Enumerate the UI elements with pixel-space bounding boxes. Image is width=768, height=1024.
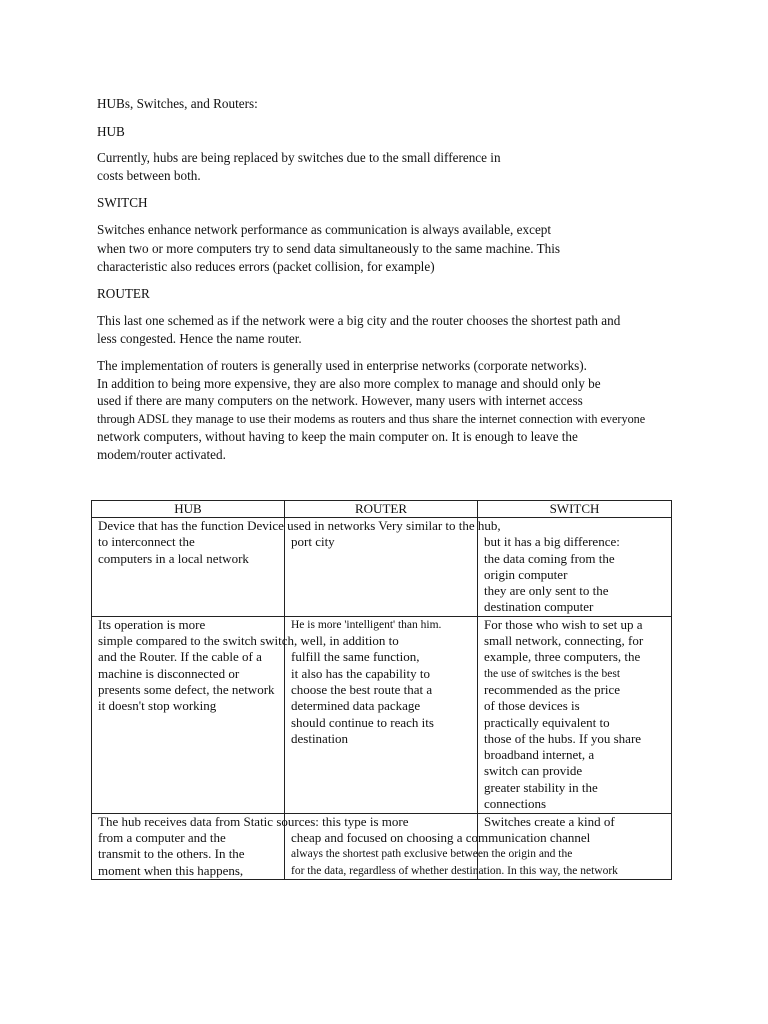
paragraph-line: network computers, without having to keep the main computer on. It is enough to leave the [97,429,578,444]
cell-text-line: those of the hubs. If you share [484,730,642,746]
cell-text-line: port city [291,534,335,550]
cell-text-line: The hub receives data from Static sources: this type is more [98,813,409,829]
comparison-table [91,500,672,880]
table-row [92,813,672,879]
cell-text-line: simple compared to the switch switch, well, in addition to [98,633,399,649]
table-row [92,518,672,617]
cell-text-line: Device that has the function Device used in networks Very similar to the hub, [98,518,501,533]
cell-text-line: it doesn't stop working [98,698,217,714]
cell-text-line: destination computer [484,599,594,615]
cell-text-line: they are only sent to the [484,583,609,599]
cell-text-line: moment when this happens, [98,862,244,878]
paragraph-line: In addition to being more expensive, they are also more complex to manage and should only be [97,376,601,391]
table-body [92,518,672,880]
heading-switch: SWITCH [97,195,148,210]
table-cell [92,813,409,879]
cell-text-line: cheap and focused on choosing a communication channel [291,830,591,846]
cell-text-line: and the Router. If the cable of a [98,649,262,665]
paragraph-line: modem/router activated. [97,447,226,462]
cell-text-line: He is more 'intelligent' than him. [291,618,442,631]
heading-router: ROUTER [97,286,150,301]
cell-text-line: for the data, regardless of whether destination. In this way, the network [291,864,618,877]
cell-text-line: always the shortest path exclusive between the origin and the [291,848,573,861]
cell-text-line: greater stability in the [484,779,598,795]
table-header-row [92,501,672,518]
cell-text-line: connections [484,796,547,812]
cell-text-line [484,518,671,534]
table-cell [478,616,672,813]
paragraph-line: Currently, hubs are being replaced by switches due to the small difference in [97,150,501,165]
paragraph-line: costs between both. [97,168,201,183]
cell-text-line: transmit to the others. In the [98,846,245,862]
cell-text-line: the use of switches is the best [484,667,621,680]
cell-text-line: should continue to reach its [291,714,434,730]
cell-text-line: broadband internet, a [484,747,595,763]
cell-text-line: destination [291,730,349,746]
paragraph-line: Switches enhance network performance as communication is always available, except [97,222,552,237]
cell-text-line: the data coming from the [484,550,615,566]
cell-text-line: recommended as the price [484,681,621,697]
cell-text-line: computers in a local network [98,550,249,566]
cell-text-line: of those devices is [484,698,580,714]
cell-text-line: small network, connecting, for [484,633,644,649]
paragraph-line: through ADSL they manage to use their modems as routers and thus share the internet connection with everyone [97,412,646,426]
paragraph-line: This last one schemed as if the network were a big city and the router chooses the shortest path and [97,313,621,328]
cell-text-line: For those who wish to set up a [484,616,643,632]
cell-text-line: determined data package [291,698,421,714]
cell-text-line: choose the best route that a [291,681,433,697]
column-header-router: ROUTER [285,501,478,518]
column-header-switch: SWITCH [478,501,672,518]
doc-title: HUBs, Switches, and Routers: [97,96,258,111]
cell-text-line: Its operation is more [98,616,206,632]
cell-text-line: it also has the capability to [291,665,430,681]
cell-text-line: Switches create a kind of [484,813,615,829]
cell-text-line: switch can provide [484,763,583,779]
column-header-hub: HUB [92,501,285,518]
table-row [92,616,672,813]
paragraph-line: characteristic also reduces errors (packet collision, for example) [97,259,435,274]
paragraph-line: used if there are many computers on the network. However, many users with internet access [97,393,583,408]
cell-text-line: from a computer and the [98,830,226,846]
cell-text-line: fulfill the same function, [291,649,420,665]
cell-text-line: example, three computers, the [484,649,641,665]
table-cell [478,518,672,617]
cell-text-line: practically equivalent to [484,714,610,730]
cell-text-line: to interconnect the [98,534,195,550]
cell-text-line: but it has a big difference: [484,534,620,550]
paragraph-line: when two or more computers try to send data simultaneously to the same machine. This [97,241,561,256]
paragraph-line: less congested. Hence the name router. [97,331,302,346]
heading-hub: HUB [97,124,125,139]
cell-text-line: origin computer [484,566,568,582]
paragraph-line: The implementation of routers is generally used in enterprise networks (corporate networks). [97,358,587,373]
cell-text-line: machine is disconnected or [98,665,240,681]
cell-text-line: presents some defect, the network [98,681,275,697]
